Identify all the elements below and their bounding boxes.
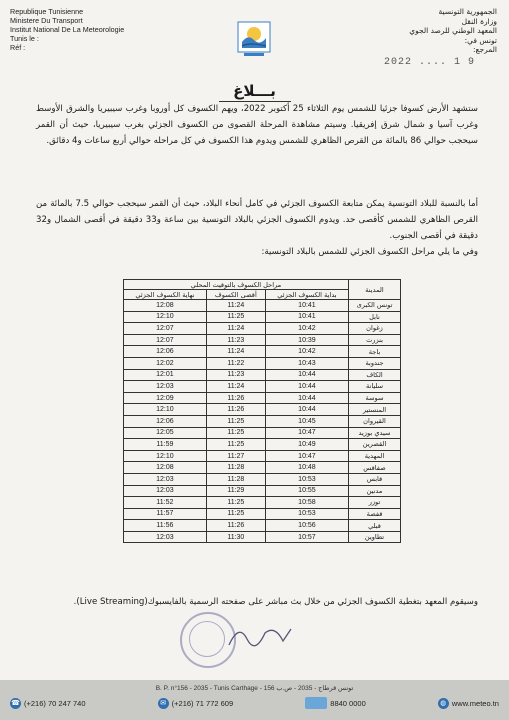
max-time-cell: 11:24	[206, 381, 265, 393]
paragraph-2	[36, 196, 478, 260]
max-time-cell: 11:25	[206, 497, 265, 509]
table-intro: وفي ما يلي مراحل الكسوف الجزئي للشمس بالبلاد التونسية:	[261, 247, 478, 257]
max-time-cell: 11:24	[206, 346, 265, 358]
city-cell: سوسة	[349, 392, 401, 404]
start-time-cell: 10:43	[265, 357, 348, 369]
table-header-row	[124, 280, 401, 290]
table-row	[124, 392, 401, 404]
end-column-header: نهاية الكسوف الجزئي	[124, 290, 207, 300]
header-left-line: Réf :	[10, 43, 26, 52]
end-time-cell: 12:06	[124, 346, 207, 358]
max-time-cell: 11:26	[206, 520, 265, 532]
start-time-cell: 10:53	[265, 473, 348, 485]
max-time-cell: 11:24	[206, 300, 265, 312]
start-time-cell: 10:58	[265, 497, 348, 509]
header-right-line: تونس في:	[464, 35, 497, 45]
end-time-cell: 12:08	[124, 300, 207, 312]
table-row	[124, 381, 401, 393]
table-row	[124, 520, 401, 532]
max-time-cell: 11:23	[206, 334, 265, 346]
table-row	[124, 508, 401, 520]
paragraph-1: ستشهد الأرض كسوفا جزئيا للشمس يوم الثلاثاء 25 أكتوبر 2022، ويهم الكسوف كل أوروبا وغرب سيبيريا والشرق الأوسط وغرب آسيا و شمال شرق إفريقيا. وسيتم مشاهدة المرحلة القصوى من الكسوف الجزئي بغرب سيبيريا، حيث أن القمر سيحجب حوالي 86 بالمائة من القرص الظاهري للشمس ويدوم هذا الكسوف في كل مراحله حوالي أربع ساعات و4 دقائق.	[36, 104, 479, 146]
start-time-cell: 10:44	[265, 369, 348, 381]
city-cell: القيروان	[349, 415, 401, 427]
max-time-cell: 11:28	[206, 473, 265, 485]
header-right-line: المعهد الوطني للرصد الجوي	[409, 26, 497, 35]
start-time-cell: 10:48	[265, 462, 348, 474]
eclipse-times-table	[123, 279, 401, 543]
start-time-cell: 10:44	[265, 404, 348, 416]
city-cell: قابس	[349, 473, 401, 485]
max-time-cell: 11:30	[206, 531, 265, 543]
city-cell: سليانة	[349, 381, 401, 393]
paragraph-2-text: أما بالنسبة للبلاد التونسية يمكن متابعة الكسوف الجزئي في كامل أنحاء البلاد، حيث أن القمر سيحجب حوالي 7.5 بالمائة من القرص الظاهري للشمس كأقصى حد. ويدوم الكسوف الجزئي بالبلاد التونسية بين ساعة و33 دقيقة في أقصى الشمال و32 دقيقة في أقصى الجنوب.	[36, 199, 478, 241]
table-row	[124, 323, 401, 335]
start-time-cell: 10:41	[265, 311, 348, 323]
phone-icon: ☎	[11, 699, 20, 707]
max-time-cell: 11:25	[206, 311, 265, 323]
header-left-line: Ministere Du Transport	[10, 16, 83, 25]
table-row	[124, 346, 401, 358]
footer-phone-2	[158, 698, 234, 709]
city-cell: قبلي	[349, 520, 401, 532]
start-time-cell: 10:45	[265, 415, 348, 427]
max-time-cell: 11:27	[206, 450, 265, 462]
max-time-cell: 11:26	[206, 392, 265, 404]
header-right-line: المرجع:	[473, 45, 497, 54]
city-cell: قفصة	[349, 508, 401, 520]
header-left-line: Institut National De La Meteorologie	[10, 25, 125, 34]
page-title: بـــلاغ	[233, 82, 276, 100]
phases-group-header: مراحل الكسوف بالتوقيت المحلي	[124, 280, 349, 290]
header-right	[409, 7, 497, 55]
end-time-cell: 12:08	[124, 462, 207, 474]
end-time-cell: 11:52	[124, 497, 207, 509]
city-cell: باجة	[349, 346, 401, 358]
max-time-cell: 11:22	[206, 357, 265, 369]
start-time-cell: 10:41	[265, 300, 348, 312]
end-time-cell: 12:10	[124, 450, 207, 462]
city-cell: تونس الكبرى	[349, 300, 401, 312]
end-time-cell: 12:07	[124, 334, 207, 346]
city-cell: القصرين	[349, 439, 401, 451]
start-time-cell: 10:44	[265, 392, 348, 404]
max-time-cell: 11:28	[206, 462, 265, 474]
start-time-cell: 10:47	[265, 450, 348, 462]
max-time-cell: 11:26	[206, 404, 265, 416]
globe-icon: ◍	[438, 698, 449, 709]
table-row	[124, 473, 401, 485]
city-cell: توزر	[349, 497, 401, 509]
city-cell: الكاف	[349, 369, 401, 381]
start-time-cell: 10:42	[265, 346, 348, 358]
start-time-cell: 10:53	[265, 508, 348, 520]
city-cell: مدنين	[349, 485, 401, 497]
phone-1-text: (+216) 70 247 740	[24, 698, 86, 708]
start-time-cell: 10:47	[265, 427, 348, 439]
end-time-cell: 12:02	[124, 357, 207, 369]
table-row	[124, 497, 401, 509]
city-cell: المهدية	[349, 450, 401, 462]
max-column-header: أقصى الكسوف	[206, 290, 265, 300]
start-time-cell: 10:44	[265, 381, 348, 393]
max-time-cell: 11:29	[206, 485, 265, 497]
start-time-cell: 10:56	[265, 520, 348, 532]
end-time-cell: 11:57	[124, 508, 207, 520]
city-cell: سيدي بوزيد	[349, 427, 401, 439]
footer-phone-1	[10, 698, 86, 709]
end-time-cell: 12:03	[124, 473, 207, 485]
stamp-inner-ring	[189, 621, 225, 657]
footer-address: B. P. n°156 - 2035 - Tunis Carthage - تونس قرطاج - 2035 - ص.ب 156	[155, 685, 354, 692]
table-row	[124, 311, 401, 323]
signature-icon	[225, 615, 295, 655]
footer-phone-3	[305, 697, 365, 709]
end-time-cell: 12:01	[124, 369, 207, 381]
header-left-line: Tunis le :	[10, 34, 39, 43]
start-time-cell: 10:49	[265, 439, 348, 451]
city-cell: المنستير	[349, 404, 401, 416]
start-column-header: بداية الكسوف الجزئي	[265, 290, 348, 300]
date-stamp: 2022 .... 1 9	[384, 57, 476, 68]
city-cell: زغوان	[349, 323, 401, 335]
start-time-cell: 10:57	[265, 531, 348, 543]
end-time-cell: 12:05	[124, 427, 207, 439]
header-right-line: الجمهورية التونسية	[438, 7, 497, 16]
table-row	[124, 369, 401, 381]
end-time-cell: 12:03	[124, 485, 207, 497]
institute-logo-icon	[234, 20, 274, 58]
max-time-cell: 11:25	[206, 427, 265, 439]
table-row	[124, 462, 401, 474]
end-time-cell: 11:59	[124, 439, 207, 451]
end-time-cell: 12:09	[124, 392, 207, 404]
header-left	[10, 7, 124, 52]
table-row	[124, 415, 401, 427]
max-time-cell: 11:25	[206, 508, 265, 520]
city-cell: نابل	[349, 311, 401, 323]
end-time-cell: 12:07	[124, 323, 207, 335]
table-body	[124, 300, 401, 543]
end-time-cell: 12:10	[124, 404, 207, 416]
max-time-cell: 11:25	[206, 415, 265, 427]
city-cell: بنزرت	[349, 334, 401, 346]
website-text[interactable]: www.meteo.tn	[451, 698, 499, 708]
end-time-cell: 12:10	[124, 311, 207, 323]
table-row	[124, 357, 401, 369]
fax-icon: ✉	[158, 698, 169, 709]
footer-contacts	[10, 697, 499, 709]
city-cell: صفاقس	[349, 462, 401, 474]
table-row	[124, 531, 401, 543]
max-time-cell: 11:23	[206, 369, 265, 381]
table-row	[124, 300, 401, 312]
table-row	[124, 404, 401, 416]
city-cell: جندوبة	[349, 357, 401, 369]
start-time-cell: 10:39	[265, 334, 348, 346]
table-row	[124, 334, 401, 346]
footnote: وسيقوم المعهد بتغطية الكسوف الجزئي من خلال بث مباشر على صفحته الرسمية بالفايسبوك(Live Streaming).	[73, 597, 478, 607]
city-column-header: المدينة	[349, 280, 401, 300]
start-time-cell: 10:42	[265, 323, 348, 335]
start-time-cell: 10:55	[265, 485, 348, 497]
table-row	[124, 427, 401, 439]
table-row	[124, 450, 401, 462]
table-row	[124, 485, 401, 497]
phone-2-text: (+216) 71 772 609	[171, 698, 234, 708]
max-time-cell: 11:25	[206, 439, 265, 451]
max-time-cell: 11:24	[206, 323, 265, 335]
end-time-cell: 12:03	[124, 531, 207, 543]
end-time-cell: 12:06	[124, 415, 207, 427]
table-row	[124, 439, 401, 451]
header-left-line: Republique Tunisienne	[10, 7, 84, 16]
city-cell: تطاوين	[349, 531, 401, 543]
end-time-cell: 12:03	[124, 381, 207, 393]
phone-3-text: 8840 0000	[330, 698, 366, 708]
footer-website[interactable]	[438, 698, 499, 709]
end-time-cell: 11:56	[124, 520, 207, 532]
header-right-line: وزارة النقل	[461, 16, 497, 26]
hotline-logo-icon	[305, 697, 327, 709]
